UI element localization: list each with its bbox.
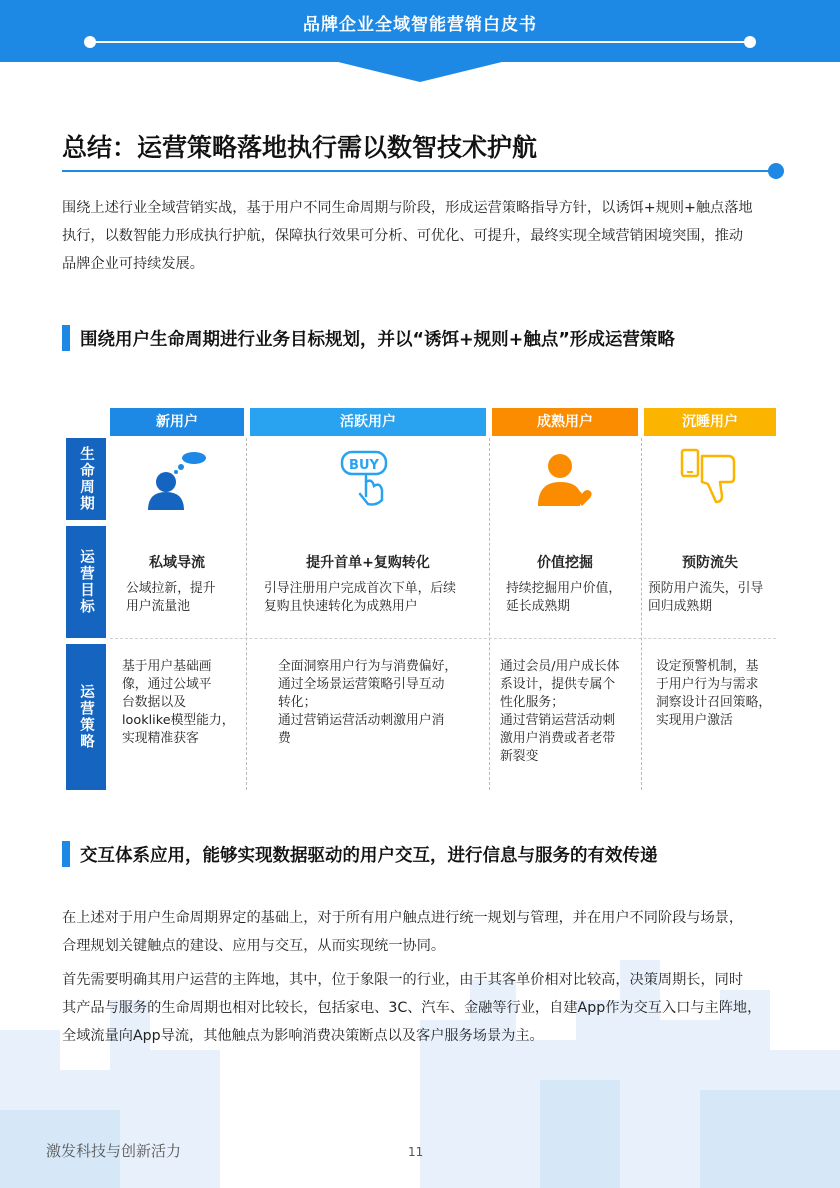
section-heading-text: 交互体系应用，能够实现数据驱动的用户交互，进行信息与服务的有效传递 bbox=[80, 845, 658, 866]
strategy-text: 基于用户基础画 像，通过公域平 台数据以及 looklike模型能力， 实现精准获客 bbox=[122, 659, 235, 746]
goal-title: 提升首单+复购转化 bbox=[306, 555, 430, 571]
goal-desc: 持续挖掘用户价值， 延长成熟期 bbox=[506, 581, 622, 614]
header-dot-right bbox=[744, 36, 756, 48]
lifecycle-strategy-table bbox=[66, 408, 780, 793]
header-dot-left bbox=[84, 36, 96, 48]
goal-title: 价值挖掘 bbox=[537, 555, 593, 571]
intro-paragraph bbox=[62, 194, 782, 278]
strategy-text: 通过会员/用户成长体 系设计，提供专属个 性化服务； 通过营销运营活动刺 激用户消费或者老带 新裂变 bbox=[500, 659, 620, 764]
buy-click-icon bbox=[336, 448, 400, 508]
strategy-text: 全面洞察用户行为与消费偏好， 通过全场景运营策略引导互动 转化； 通过营销运营活动刺激用户消 费 bbox=[278, 659, 458, 746]
column-divider bbox=[246, 438, 247, 790]
footer-slogan: 激发科技与创新活力 bbox=[46, 1142, 182, 1160]
section-heading-text: 围绕用户生命周期进行业务目标规划，并以“诱饵+规则+触点”形成运营策略 bbox=[80, 329, 675, 350]
section-bar bbox=[62, 325, 70, 351]
row-divider bbox=[110, 638, 776, 639]
header-notch bbox=[330, 60, 510, 82]
body-paragraph bbox=[62, 904, 782, 960]
page-title: 总结：运营策略落地执行需以数智技术护航 bbox=[62, 133, 538, 162]
row-label-goal: 运营目标 bbox=[66, 526, 106, 638]
section-heading-lifecycle bbox=[62, 324, 675, 352]
intro-line: 执行，以数智能力形成执行护航，保障执行效果可分析、可优化、可提升，最终实现全域营销困境突围，推动 bbox=[62, 228, 744, 244]
column-header-dormant-user: 沉睡用户 bbox=[644, 408, 776, 436]
goal-desc: 公域拉新，提升 用户流量池 bbox=[126, 581, 216, 614]
section-heading-interaction bbox=[62, 840, 658, 868]
title-dot bbox=[768, 163, 784, 179]
goal-desc: 引导注册用户完成首次下单，后续 复购且快速转化为成熟用户 bbox=[264, 581, 456, 614]
body-line: 其产品与服务的生命周期也相对比较长，包括家电、3C、汽车、金融等行业，自建App作为交互入口与主阵地， bbox=[62, 1000, 762, 1016]
user-heart-icon bbox=[536, 450, 596, 508]
body-line: 全域流量向App导流，其他触点为影响消费决策断点以及客户服务场景为主。 bbox=[62, 1028, 544, 1044]
body-paragraph bbox=[62, 966, 782, 1050]
body-line: 合理规划关键触点的建设、应用与交互，从而实现统一协同。 bbox=[62, 938, 446, 954]
strategy-text: 设定预警机制，基 于用户行为与需求 洞察设计召回策略， 实现用户激活 bbox=[656, 659, 772, 728]
column-header-new-user: 新用户 bbox=[110, 408, 244, 436]
column-header-active-user: 活跃用户 bbox=[250, 408, 486, 436]
title-underline bbox=[62, 170, 776, 172]
page-number: 11 bbox=[408, 1145, 424, 1159]
intro-line: 品牌企业可持续发展。 bbox=[62, 256, 204, 272]
column-header-mature-user: 成熟用户 bbox=[492, 408, 638, 436]
row-label-strategy: 运营策略 bbox=[66, 644, 106, 790]
person-thinking-icon bbox=[144, 448, 214, 512]
intro-line: 围绕上述行业全域营销实战，基于用户不同生命周期与阶段，形成运营策略指导方针，以诱饵+规则+触点落地 bbox=[62, 200, 753, 216]
thumbs-down-phone-icon bbox=[678, 448, 742, 508]
body-line: 在上述对于用户生命周期界定的基础上，对于所有用户触点进行统一规划与管理，并在用户不同阶段与场景， bbox=[62, 910, 744, 926]
section-bar bbox=[62, 841, 70, 867]
svg-text:BUY: BUY bbox=[349, 458, 379, 473]
header-title: 品牌企业全域智能营销白皮书 bbox=[303, 15, 537, 35]
column-divider bbox=[489, 438, 490, 790]
goal-desc: 预防用户流失，引导 回归成熟期 bbox=[648, 581, 764, 614]
header-divider bbox=[90, 41, 750, 43]
body-line: 首先需要明确其用户运营的主阵地，其中，位于象限一的行业，由于其客单价相对比较高，决策周期长，同时 bbox=[62, 972, 744, 988]
column-divider bbox=[641, 438, 642, 790]
row-label-lifecycle: 生命周期 bbox=[66, 438, 106, 520]
goal-title: 预防流失 bbox=[682, 555, 738, 571]
goal-title: 私域导流 bbox=[149, 555, 205, 571]
